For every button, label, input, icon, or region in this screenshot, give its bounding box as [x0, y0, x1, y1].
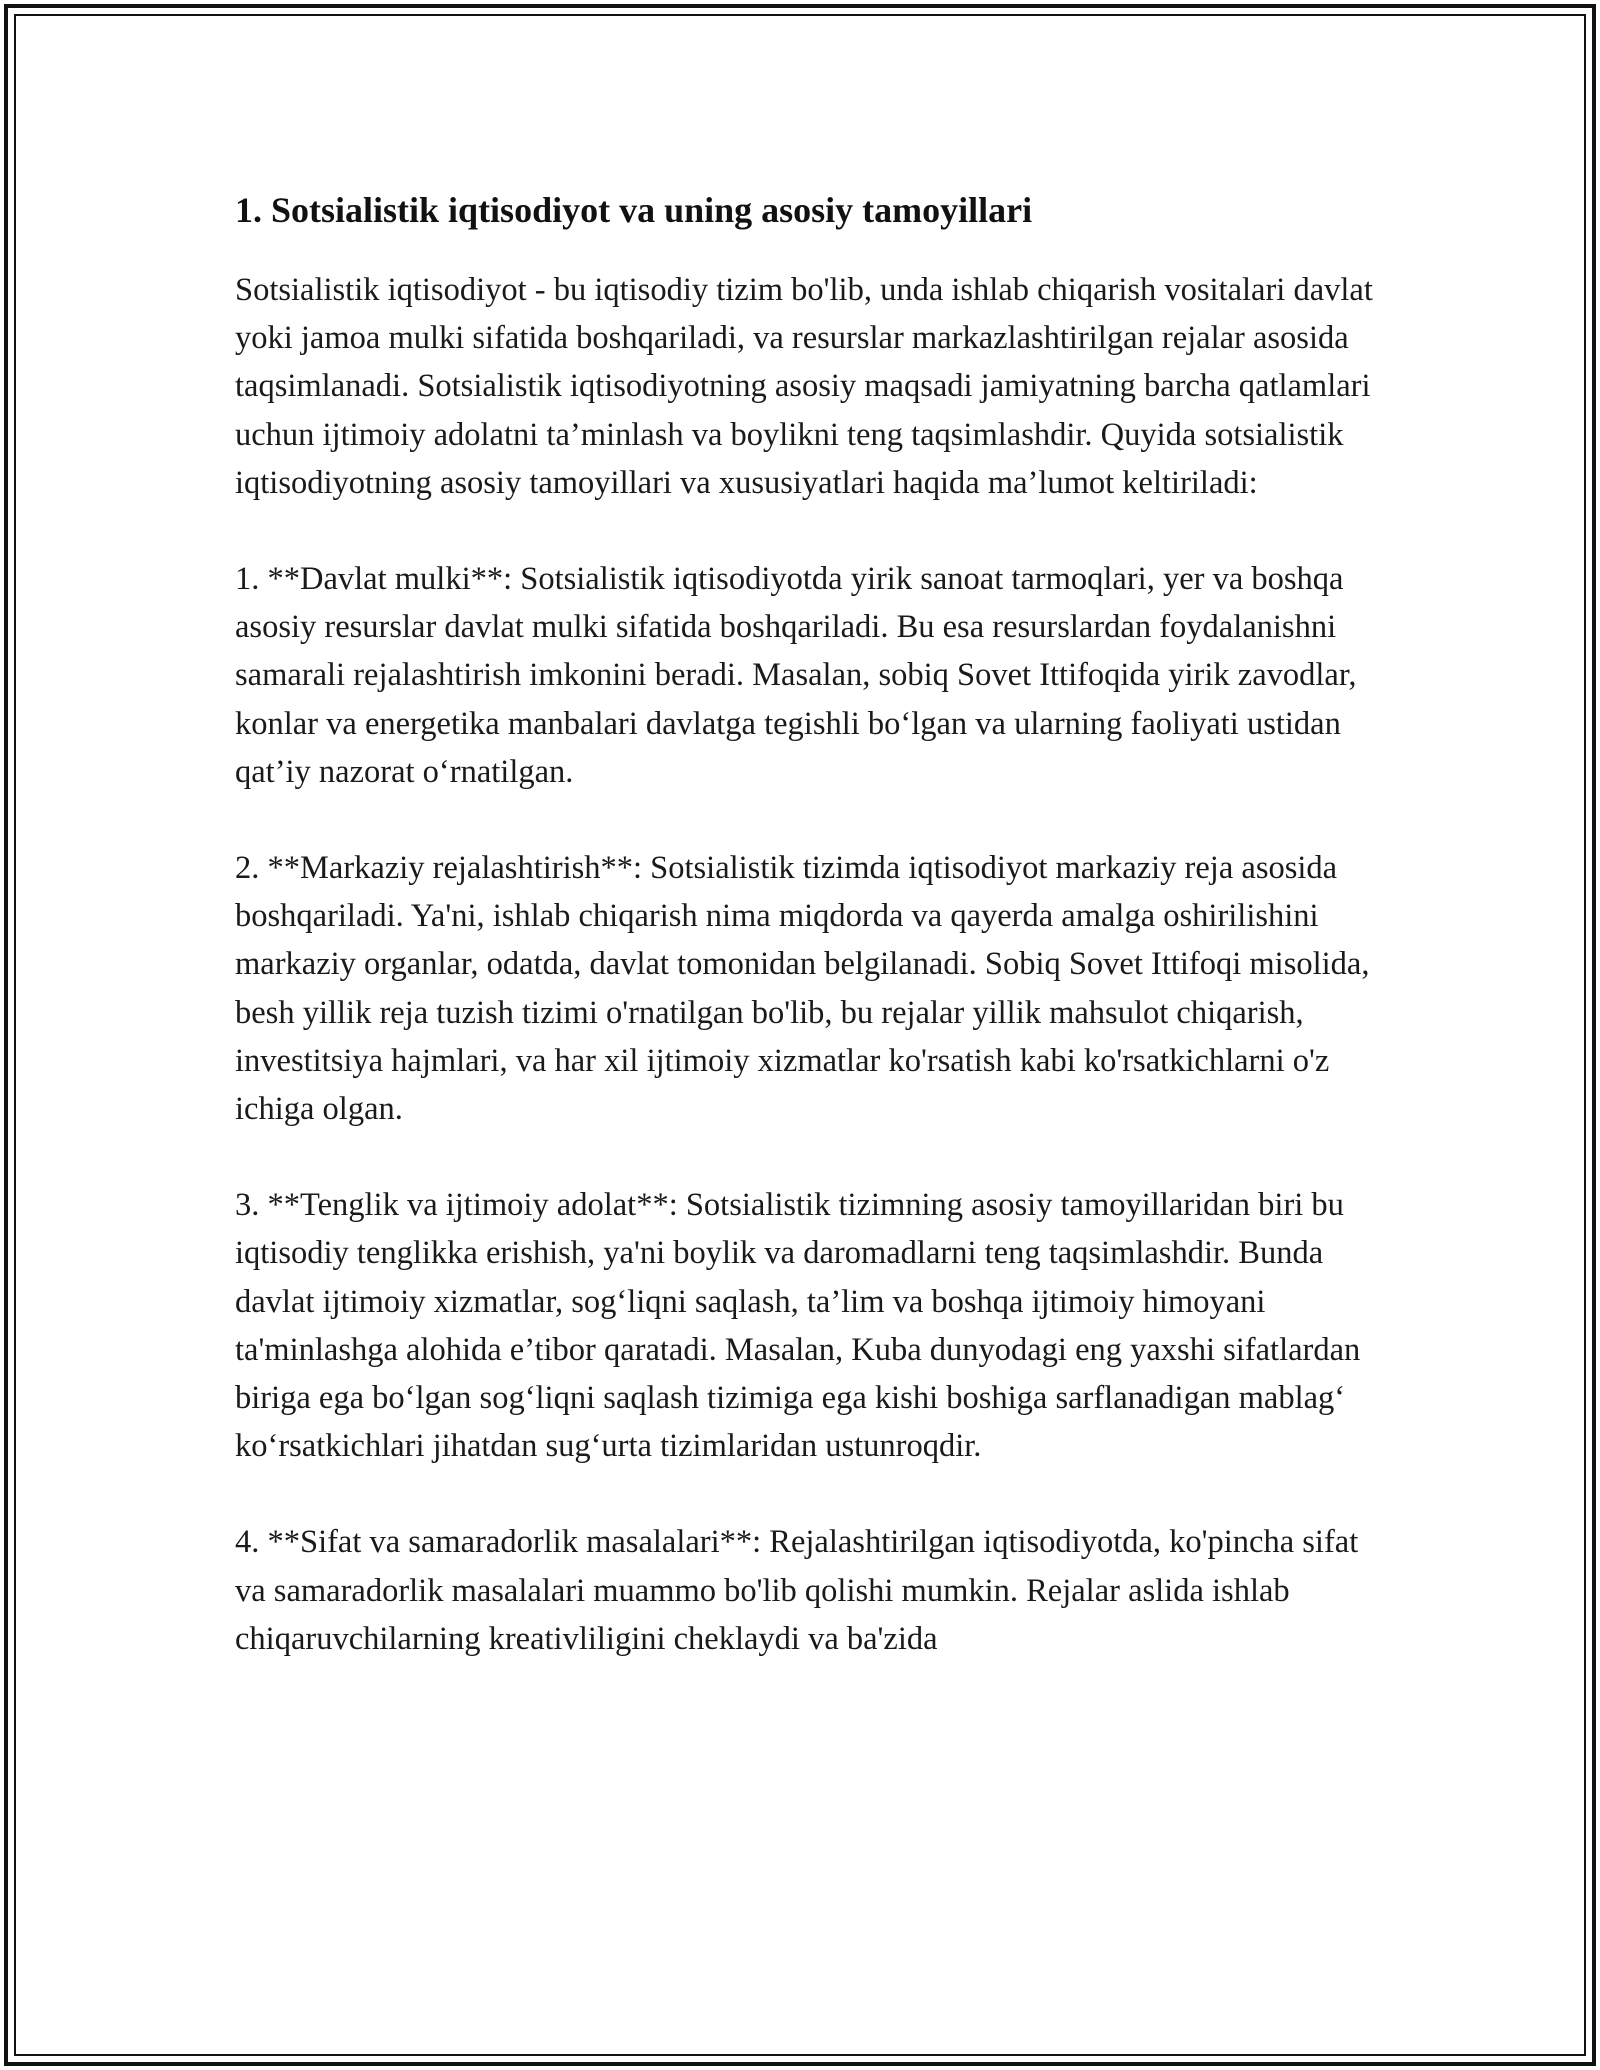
principle-quality-efficiency-paragraph: 4. **Sifat va samaradorlik masalalari**: Rejalashtirilgan iqtisodiyotda, ko'pincha sifat va samaradorlik masalalari muammo bo'lib qolishi mumkin. Rejalar aslida ishlab chiqaruvchilarning kreativliligini cheklaydi va ba'zida — [235, 1524, 1359, 1657]
principle-state-ownership-paragraph: 1. **Davlat mulki**: Sotsialistik iqtisodiyotda yirik sanoat tarmoqlari, yer va boshqa asosiy resurslar davlat mulki sifatida boshqariladi. Bu esa resurslardan foydalanishni samarali rejalashtirish imkonini beradi. Masalan, sobiq Sovet Ittifoqida yirik zavodlar, konlar va energetika manbalari davlatga tegishli bo‘lgan va ularning faoliyati ustidan qat’iy nazorat o‘rnatilgan. — [235, 561, 1357, 790]
principle-central-planning-paragraph: 2. **Markaziy rejalashtirish**: Sotsialistik tizimda iqtisodiyot markaziy reja asosida boshqariladi. Ya'ni, ishlab chiqarish nima miqdorda va qayerda amalga oshirilishini markaziy organlar, odatda, davlat tomonidan belgilanadi. Sobiq Sovet Ittifoqi misolida, besh yillik reja tuzish tizimi o'rnatilgan bo'lib, bu rejalar yillik mahsulot chiqarish, investitsiya hajmlari, va har xil ijtimoiy xizmatlar ko'rsatish kabi ko'rsatkichlarni o'z ichiga olgan. — [235, 850, 1370, 1128]
intro-paragraph: Sotsialistik iqtisodiyot - bu iqtisodiy tizim bo'lib, unda ishlab chiqarish vositalari davlat yoki jamoa mulki sifatida boshqariladi, va resurslar markazlashtirilgan rejalar asosida taqsimlanadi. Sotsialistik iqtisodiyotning asosiy maqsadi jamiyatning barcha qatlamlari uchun ijtimoiy adolatni ta’minlash va boylikni teng taqsimlashdir. Quyida sotsialistik iqtisodiyotning asosiy tamoyillari va xususiyatlari haqida ma’lumot keltiriladi: — [235, 272, 1373, 501]
document-body — [235, 188, 1380, 1711]
section-title: 1. Sotsialistik iqtisodiyot va uning asosiy tamoyillari — [235, 190, 1033, 230]
principle-equality-paragraph: 3. **Tenglik va ijtimoiy adolat**: Sotsialistik tizimning asosiy tamoyillaridan biri bu iqtisodiy tenglikka erishish, ya'ni boylik va daromadlarni teng taqsimlashdir. Bunda davlat ijtimoiy xizmatlar, sog‘liqni saqlash, ta’lim va boshqa ijtimoiy himoyani ta'minlashga alohida e’tibor qaratadi. Masalan, Kuba dunyodagi eng yaxshi sifatlardan biriga ega bo‘lgan sog‘liqni saqlash tizimiga ega kishi boshiga sarflanadigan mablag‘ ko‘rsatkichlari jihatdan sug‘urta tizimlaridan ustunroqdir. — [235, 1187, 1361, 1465]
